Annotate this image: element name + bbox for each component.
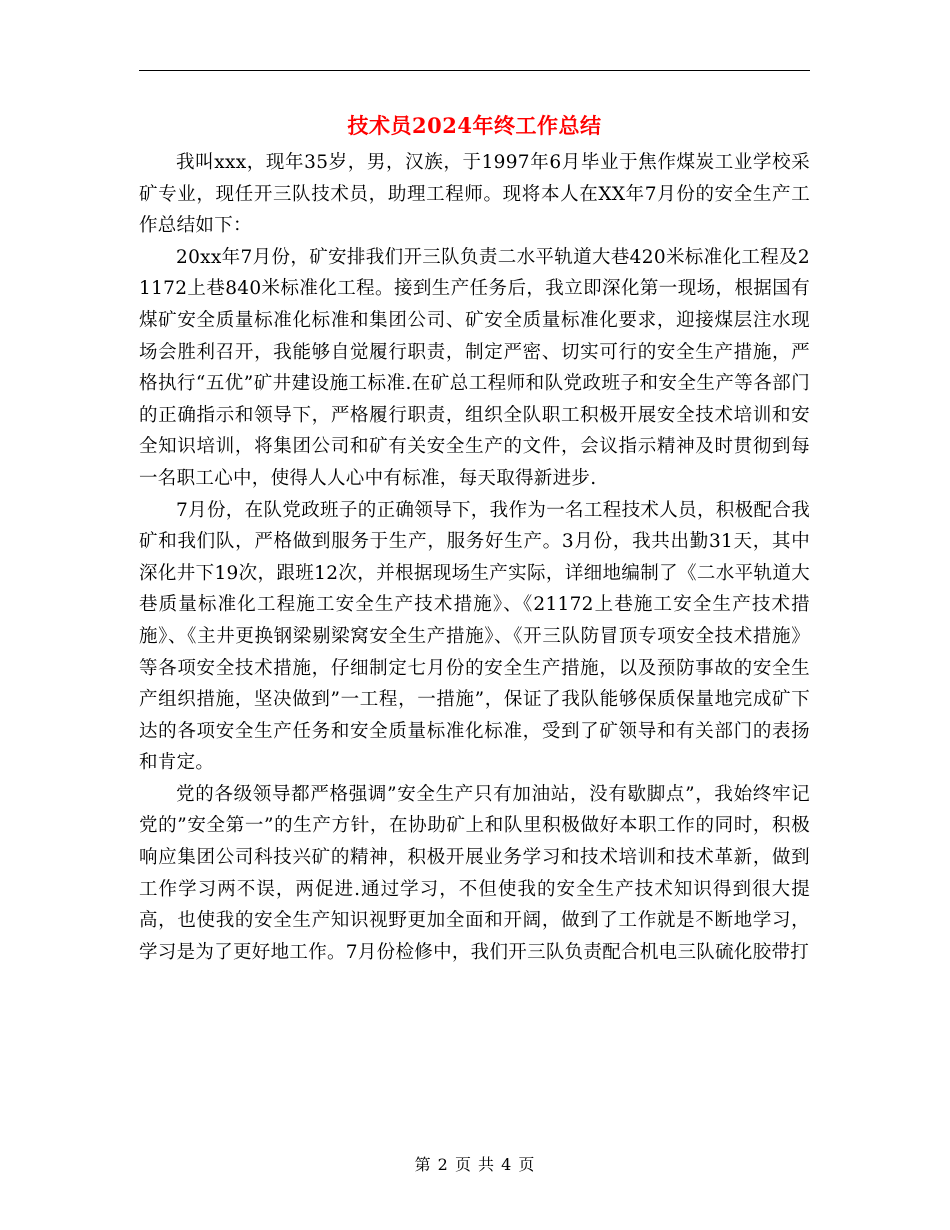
document-body <box>139 147 810 968</box>
header-rule <box>139 70 810 71</box>
page-number-footer: 第 2 页 共 4 页 <box>414 1155 536 1174</box>
paragraph-3: 7月份，在队党政班子的正确领导下，我作为一名工程技术人员，积极配合我矿和我们队，严格做到服务于生产，服务好生产。3月份，我共出勤31天，其中深化井下19次，跟班12次，并根据现场生产实际，详细地编制了《二水平轨道大巷质量标准化工程施工安全生产技术措施》、《21172上巷施工安全生产技术措施》、《主井更换钢梁剔梁窝安全生产措施》、《开三队防冒顶专项安全技术措施》等各项安全技术措施，仔细制定七月份的安全生产措施，以及预防事故的安全生产组织措施，坚决做到”一工程，一措施”，保证了我队能够保质保量地完成矿下达的各项安全生产任务和安全质量标准化标准，受到了矿领导和有关部门的表扬和肯定。 <box>139 499 810 774</box>
paragraph-2: 20xx年7月份，矿安排我们开三队负责二水平轨道大巷420米标准化工程及21172上巷840米标准化工程。接到生产任务后，我立即深化第一现场，根据国有煤矿安全质量标准化标准和集团公司、矿安全质量标准化要求，迎接煤层注水现场会胜利召开，我能够自觉履行职责，制定严密、切实可行的安全生产措施，严格执行“五优”矿井建设施工标准.在矿总工程师和队党政班子和安全生产等各部门的正确指示和领导下，严格履行职责，组织全队职工积极开展安全技术培训和安全知识培训，将集团公司和矿有关安全生产的文件，会议指示精神及时贯彻到每一名职工心中，使得人人心中有标准，每天取得新进步. <box>139 246 810 489</box>
document-title: 技术员2024年终工作总结 <box>347 113 602 138</box>
paragraph-4: 党的各级领导都严格强调”安全生产只有加油站，没有歇脚点”，我始终牢记党的”安全第一”的生产方针，在协助矿上和队里积极做好本职工作的同时，积极响应集团公司科技兴矿的精神，积极开展业务学习和技术培训和技术革新，做到工作学习两不误，两促进.通过学习，不但使我的安全生产技术知识得到很大提高，也使我的安全生产知识视野更加全面和开阔，做到了工作就是不断地学习，学习是为了更好地工作。7月份检修中，我们开三队负责配合机电三队硫化胶带打 <box>139 783 810 963</box>
paragraph-1: 我叫xxx，现年35岁，男，汉族，于1997年6月毕业于焦作煤炭工业学校采矿专业，现任开三队技术员，助理工程师。现将本人在XX年7月份的安全生产工作总结如下： <box>139 152 810 237</box>
